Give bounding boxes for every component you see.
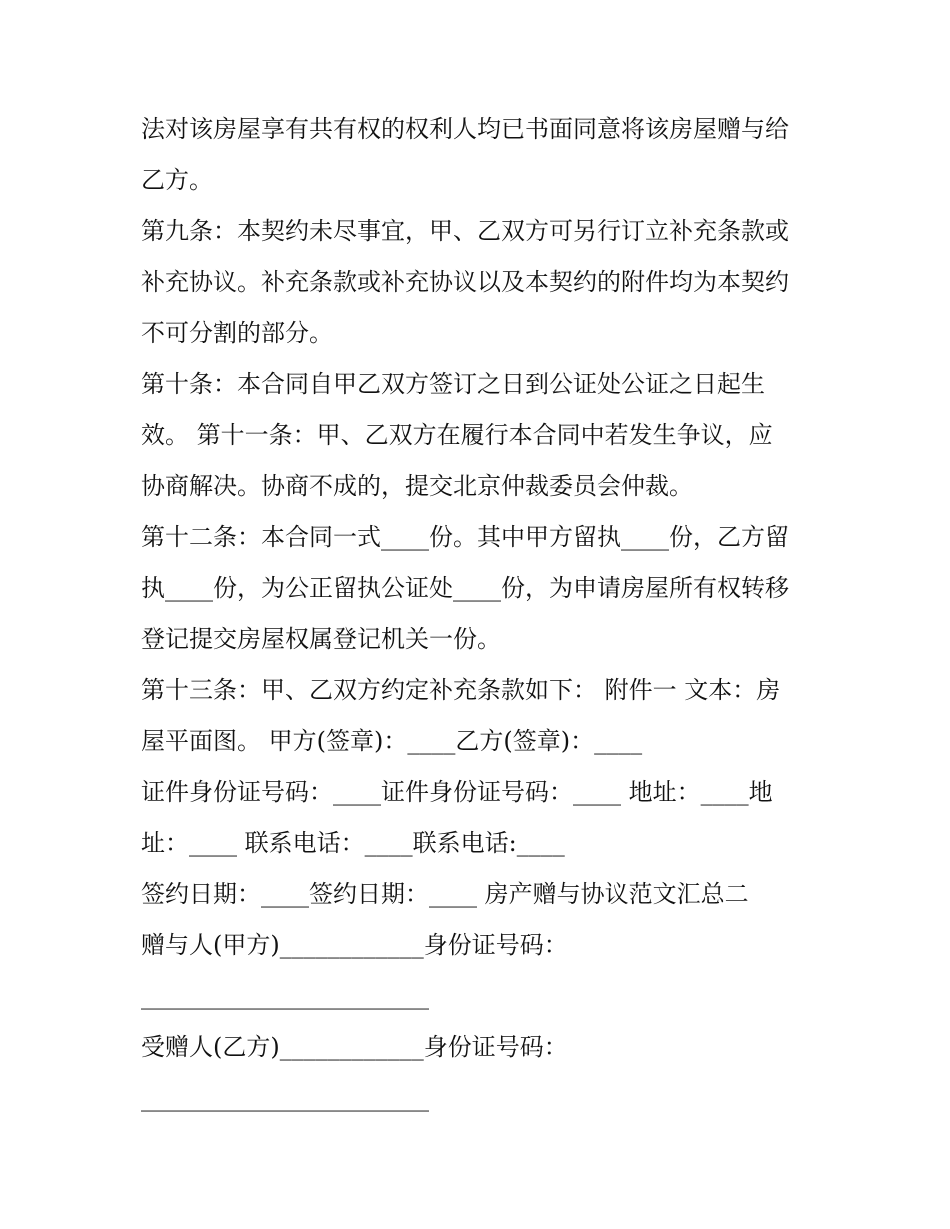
text-line: 址：____ 联系电话：____联系电话:____ (141, 829, 565, 857)
text-line: 执____份，为公正留执公证处____份，为申请房屋所有权转移 (141, 574, 789, 602)
text-line: 协商解决。协商不成的，提交北京仲裁委员会仲裁。 (141, 472, 693, 500)
text-line: 登记提交房屋权属登记机关一份。 (141, 625, 501, 653)
text-line: 第十三条：甲、乙双方约定补充条款如下： 附件一 文本：房 (141, 676, 781, 704)
text-line: 不可分割的部分。 (141, 319, 333, 347)
text-line: 效。 第十一条：甲、乙双方在履行本合同中若发生争议，应 (141, 421, 773, 449)
text-line: 第十二条：本合同一式____份。其中甲方留执____份，乙方留 (141, 523, 789, 551)
text-line: 赠与人(甲方)____________身份证号码： (141, 931, 568, 959)
text-line: 签约日期：____签约日期：____ 房产赠与协议范文汇总二 (141, 880, 749, 908)
text-line: 第九条：本契约未尽事宜，甲、乙双方可另行订立补充条款或 (141, 217, 789, 245)
text-line: 补充协议。补充条款或补充协议以及本契约的附件均为本契约 (141, 268, 789, 296)
text-line: 受赠人(乙方)____________身份证号码： (141, 1033, 568, 1061)
text-line: ________________________ (141, 1084, 429, 1112)
document-body (141, 104, 821, 1124)
text-line: 乙方。 (141, 166, 213, 194)
text-line: 法对该房屋享有共有权的权利人均已书面同意将该房屋赠与给 (141, 115, 789, 143)
text-line: 屋平面图。 甲方(签章)：____乙方(签章)：____ (141, 727, 643, 755)
text-line: 第十条：本合同自甲乙双方签订之日到公证处公证之日起生 (141, 370, 765, 398)
text-line: 证件身份证号码：____证件身份证号码：____ 地址：____地 (141, 778, 773, 806)
text-line: ________________________ (141, 982, 429, 1010)
